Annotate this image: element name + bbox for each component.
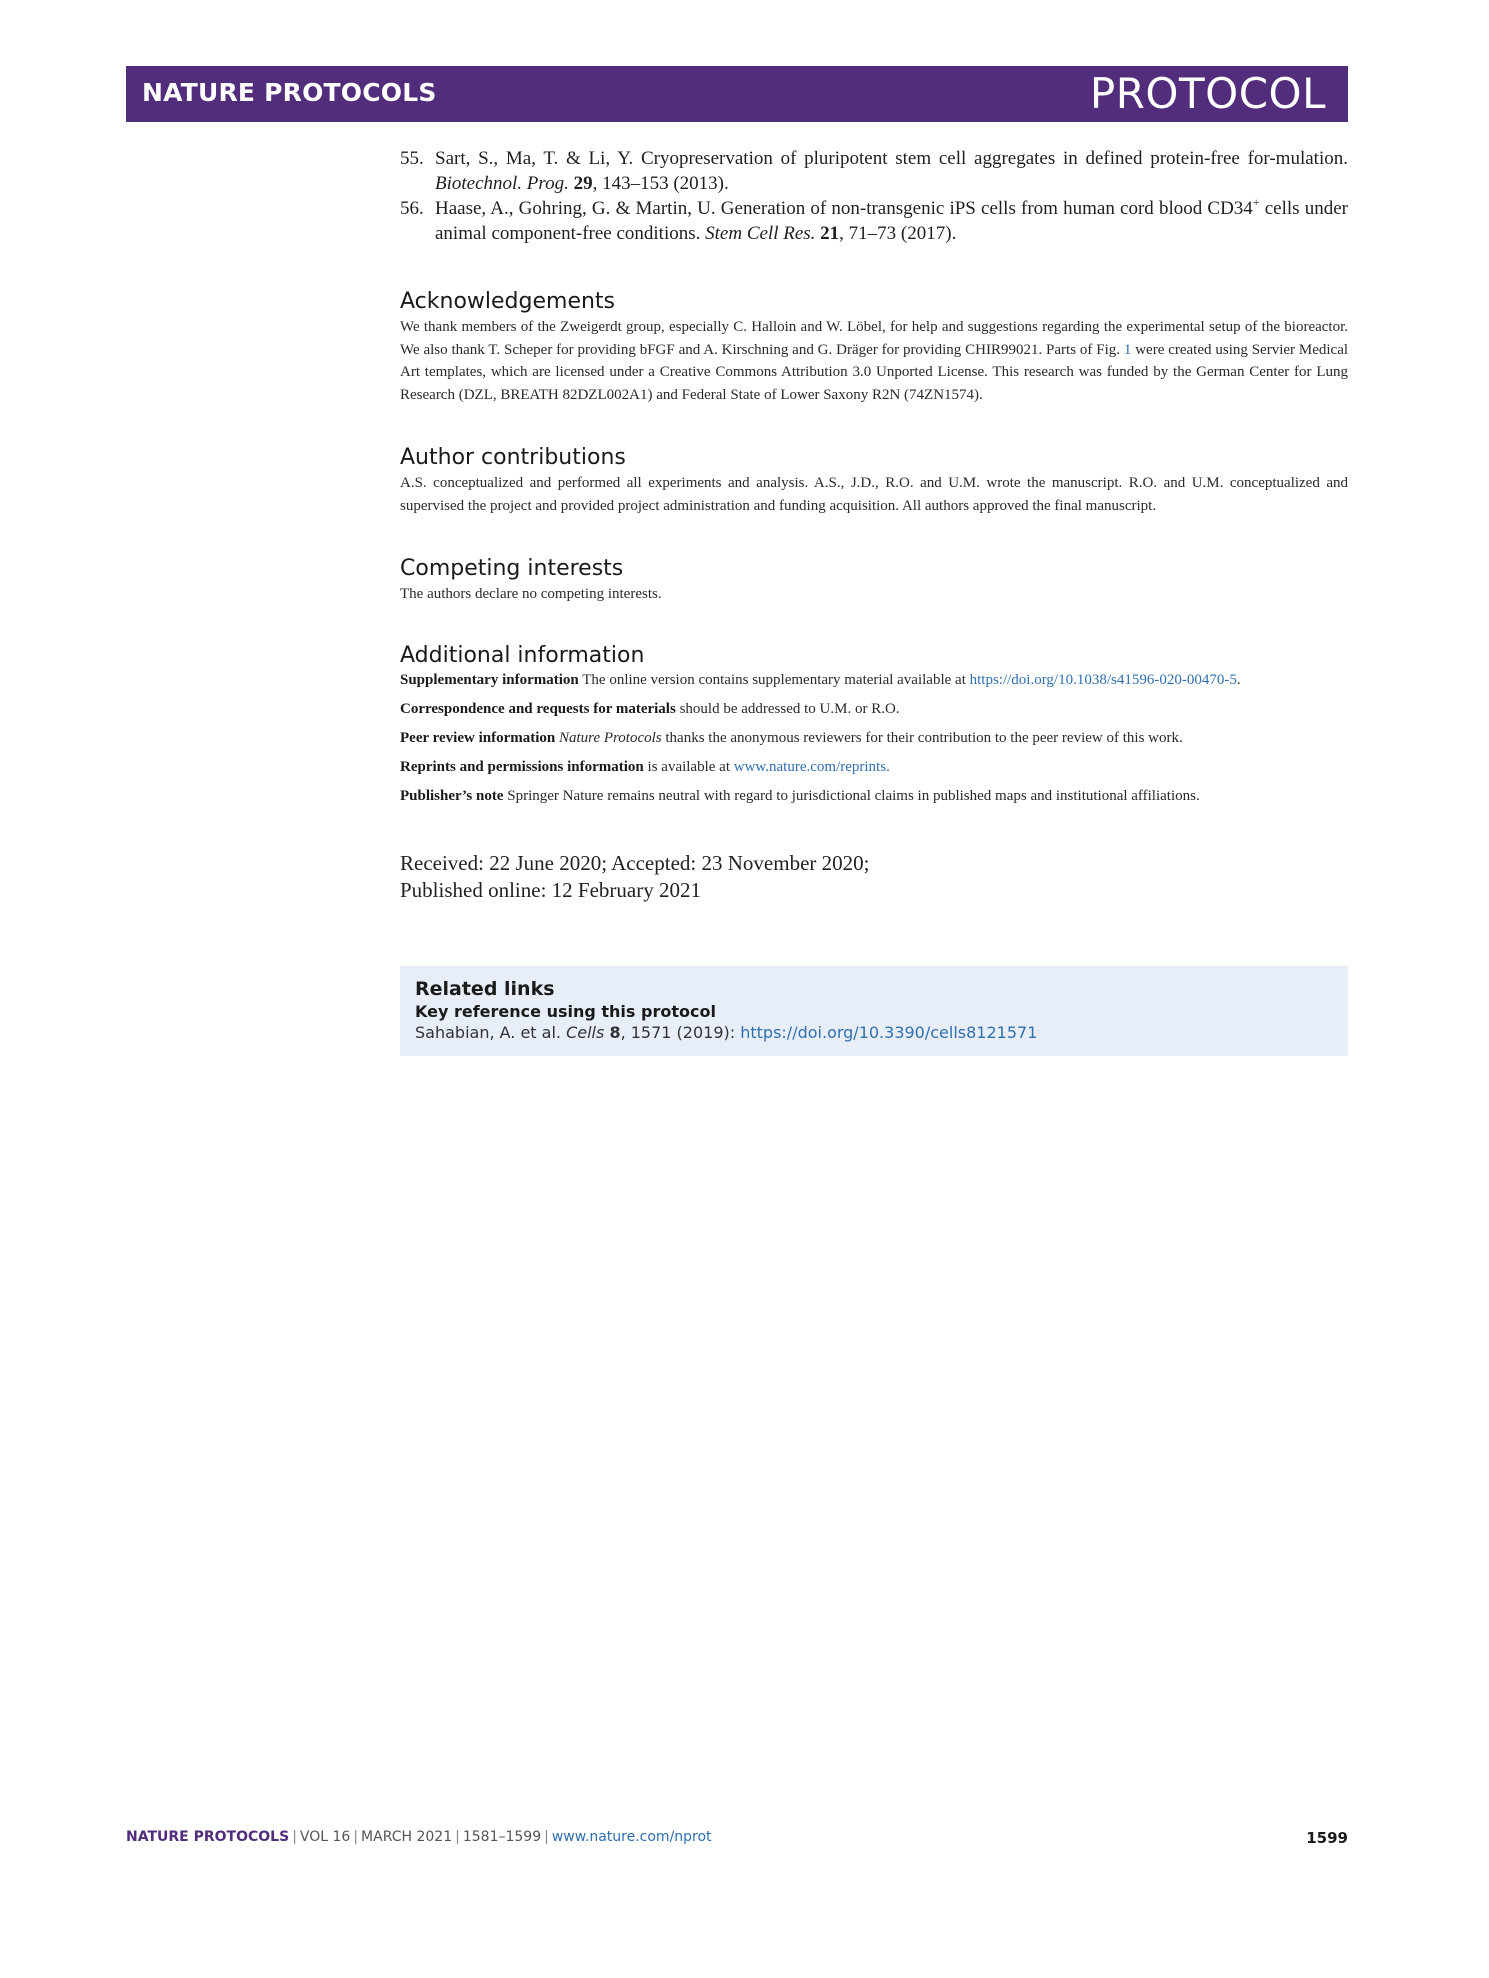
reference-pages: , 143–153 (2013).	[592, 173, 729, 194]
journal-name: NATURE PROTOCOLS	[142, 78, 437, 107]
additional-information-title: Additional information	[400, 642, 645, 668]
footer-separator: |	[353, 1829, 359, 1845]
reference-text: Sart, S., Ma, T. & Li, Y. Cryopreservation of pluripotent stem cell aggregates in defined protein-free for-mulation.	[435, 148, 1348, 169]
acknowledgements-text	[400, 316, 1348, 406]
acknowledgements-title: Acknowledgements	[400, 289, 616, 314]
footer-url-link[interactable]: www.nature.com/nprot	[551, 1829, 712, 1845]
reference-volume: 21	[820, 223, 840, 244]
publisher-label: Publisher’s note	[400, 787, 504, 804]
reprints-information	[400, 757, 1348, 778]
reference-text: Haase, A., Gohring, G. & Martin, U. Generation of non-transgenic iPS cells from human cord blood CD34	[435, 198, 1253, 219]
supplementary-information	[400, 670, 1348, 691]
footer-separator: |	[544, 1829, 549, 1845]
related-links-subtitle: Key reference using this protocol	[415, 1002, 716, 1021]
reprints-text: is available at	[643, 758, 734, 775]
related-links-content	[415, 977, 1037, 1044]
reference-journal: Biotechnol. Prog.	[435, 173, 569, 194]
footer-volume: VOL 16	[299, 1829, 351, 1845]
publishers-note	[400, 786, 1348, 807]
reference-56	[400, 196, 1348, 246]
supplementary-end: .	[1236, 671, 1241, 688]
footer-separator: |	[292, 1829, 297, 1845]
journal-header	[126, 66, 1348, 122]
related-reference	[415, 1022, 1037, 1044]
reference-pages: , 71–73 (2017).	[839, 223, 957, 244]
correspondence-label: Correspondence and requests for materials	[400, 700, 676, 717]
reference-text-cont: cells under animal component-free conditions.	[435, 198, 1348, 244]
article-type: PROTOCOL	[1089, 69, 1326, 118]
reference-list	[400, 146, 1348, 246]
reference-55	[400, 146, 1348, 196]
reference-volume: 29	[573, 173, 593, 194]
peer-review-journal: Nature Protocols	[558, 729, 662, 746]
publisher-text: Springer Nature remains neutral with regard to jurisdictional claims in published maps and institutional affiliations.	[503, 787, 1200, 804]
superscript: +	[1252, 195, 1260, 209]
published-date: Published online: 12 February 2021	[400, 877, 701, 902]
peer-review-label: Peer review information	[400, 729, 556, 746]
supplementary-text: The online version contains supplementary material available at	[578, 671, 970, 688]
related-ref-journal: Cells	[566, 1023, 605, 1042]
related-ref-volume: 8	[609, 1023, 621, 1042]
related-links-title: Related links	[415, 978, 555, 1000]
supplementary-label: Supplementary information	[400, 671, 579, 688]
reference-number: 55.	[400, 148, 424, 169]
competing-interests-title: Competing interests	[400, 556, 624, 581]
reference-number: 56.	[400, 198, 424, 219]
page-number: 1599	[1306, 1829, 1348, 1847]
competing-interests-text: The authors declare no competing interests.	[400, 586, 662, 602]
footer-journal: NATURE PROTOCOLS	[126, 1829, 290, 1845]
related-ref-authors: Sahabian, A. et al.	[415, 1023, 567, 1042]
acknowledgements-text-b: were created using Servier Medical Art templates, which are licensed under a Creative Commons Attribution 3.0 Unported License. This research was funded by the German Center for Lung Research (DZL, BREATH 82DZL002A1) and Federal State of Lower Saxony R2N (74ZN1574).	[400, 341, 1349, 403]
related-links-box	[400, 966, 1348, 1056]
page-footer	[126, 1829, 1348, 1845]
peer-review-text: thanks the anonymous reviewers for their contribution to the peer review of this work.	[661, 729, 1183, 746]
author-contributions-text: A.S. conceptualized and performed all experiments and analysis. A.S., J.D., R.O. and U.M. wrote the manuscript. R.O. and U.M. conceptualized and supervised the project and provided project administration and funding acquisition. All authors approved the final manuscript.	[400, 475, 1348, 514]
reprints-label: Reprints and permissions information	[400, 758, 644, 775]
received-accepted-dates: Received: 22 June 2020; Accepted: 23 November 2020;	[400, 850, 870, 875]
correspondence-text: should be addressed to U.M. or R.O.	[675, 700, 900, 717]
reference-journal: Stem Cell Res.	[705, 223, 816, 244]
acknowledgements-text-a: We thank members of the Zweigerdt group, especially C. Halloin and W. Löbel, for help and suggestions regarding the experimental setup of the bioreactor. We also thank T. Scheper for providing bFGF and A. Kirschning and G. Dräger for providing CHIR99021. Parts of Fig.	[400, 319, 1348, 358]
supplementary-link[interactable]: https://doi.org/10.1038/s41596-020-00470-5	[969, 671, 1237, 688]
figure-link[interactable]: 1	[1123, 341, 1132, 358]
main-content	[400, 146, 1348, 904]
related-ref-pages: , 1571 (2019):	[620, 1023, 741, 1042]
reprints-link[interactable]: www.nature.com/reprints.	[733, 758, 890, 775]
footer-pages: 1581–1599	[462, 1829, 542, 1845]
peer-review-information	[400, 728, 1348, 749]
author-contributions-title: Author contributions	[400, 445, 626, 470]
related-ref-link[interactable]: https://doi.org/10.3390/cells8121571	[740, 1023, 1038, 1042]
footer-separator: |	[455, 1829, 460, 1845]
footer-date: MARCH 2021	[361, 1829, 453, 1845]
publication-dates	[400, 850, 1348, 904]
correspondence	[400, 699, 1348, 720]
